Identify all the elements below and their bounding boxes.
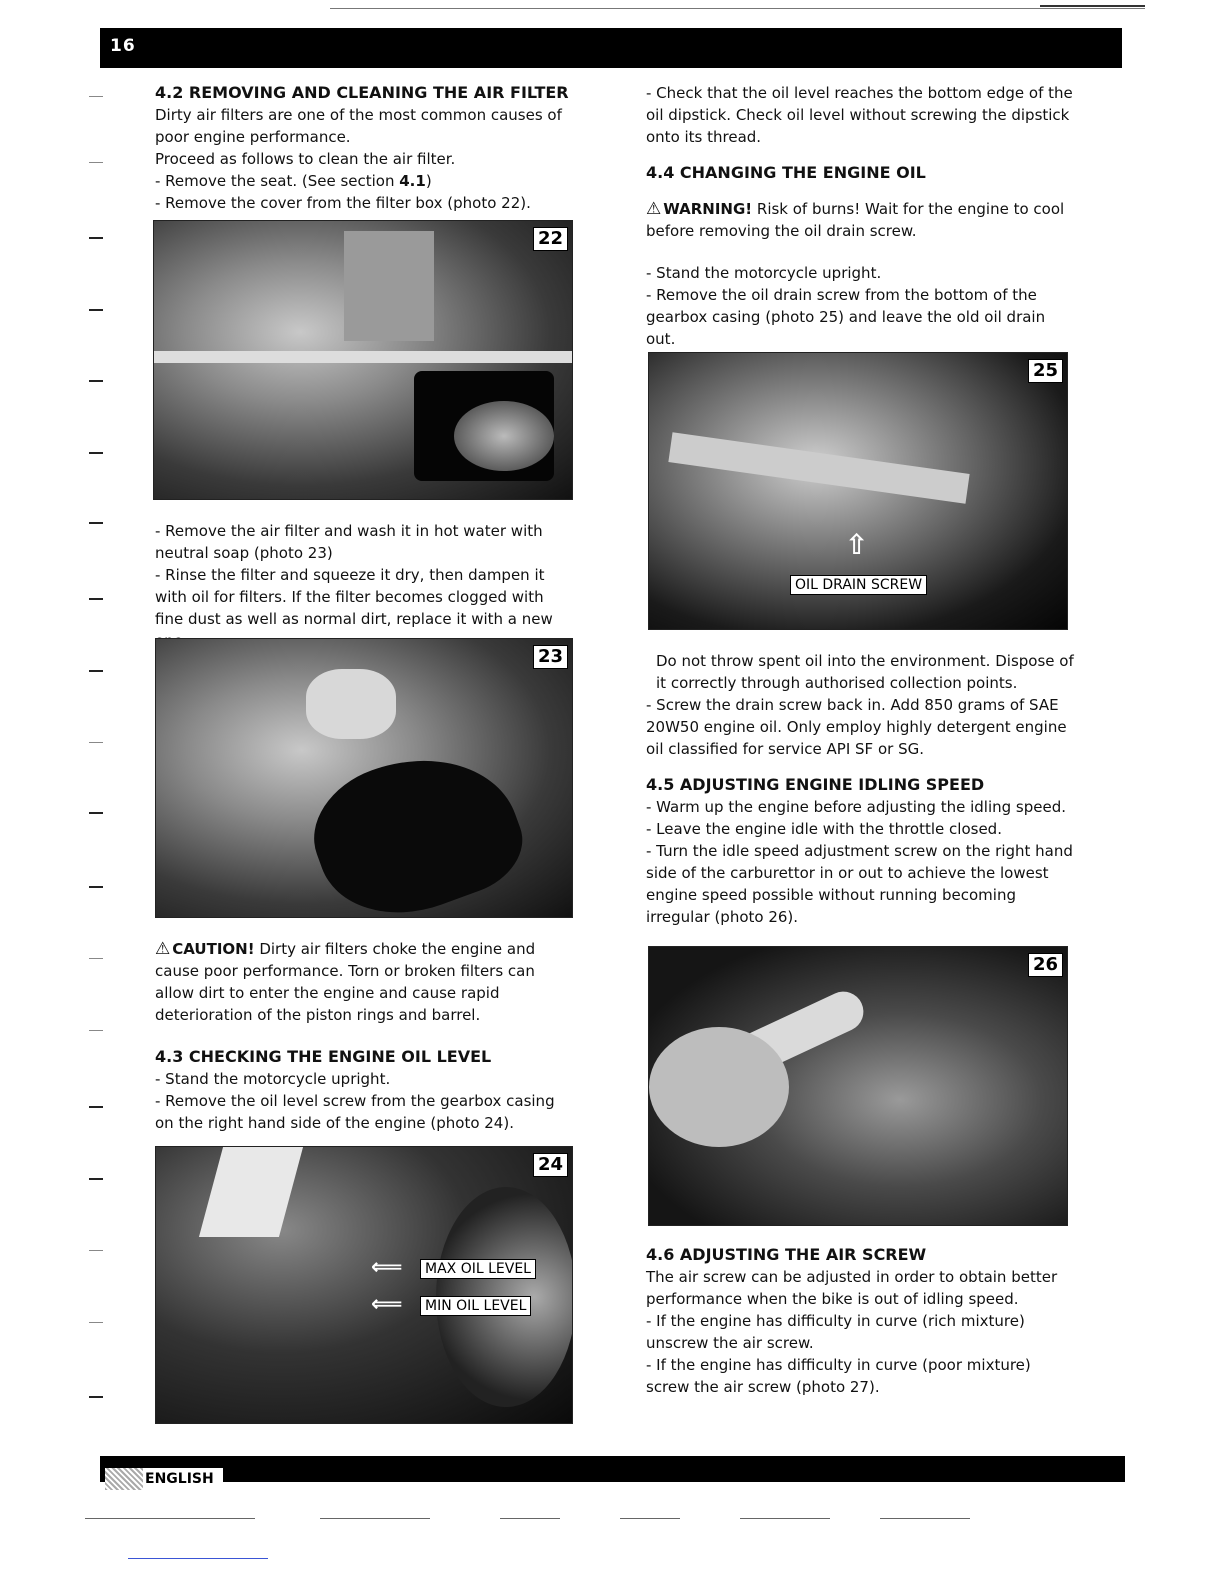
margin-tick bbox=[89, 886, 103, 888]
bullet-item: - Stand the motorcycle upright. bbox=[646, 264, 882, 282]
warning-text: Risk of burns! Wait for the engine to cool before removing the oil drain screw. bbox=[646, 200, 1065, 240]
paragraph: Do not throw spent oil into the environment. Dispose of it correctly through authorised collection points. bbox=[656, 652, 1074, 692]
bullet-item: - Warm up the engine before adjusting the idling speed. bbox=[646, 798, 1067, 816]
section-4-2-title: 4.2 REMOVING AND CLEANING THE AIR FILTER bbox=[155, 83, 569, 102]
margin-tick bbox=[89, 958, 103, 959]
margin-tick bbox=[89, 96, 103, 97]
section-4-4-title: 4.4 CHANGING THE ENGINE OIL bbox=[646, 163, 926, 182]
scan-line-bottom bbox=[500, 1518, 560, 1519]
bullet-item bbox=[155, 170, 575, 192]
photo-detail bbox=[454, 401, 554, 471]
paragraph: The air screw can be adjusted in order to obtain better performance when the bike is out of idling speed. bbox=[646, 1268, 1058, 1308]
margin-tick bbox=[89, 1396, 103, 1398]
footer-label-text: ENGLISH bbox=[145, 1471, 214, 1487]
photo-detail bbox=[668, 432, 969, 503]
photo-26 bbox=[648, 946, 1068, 1226]
right-column-top bbox=[646, 82, 1076, 350]
photo-detail bbox=[199, 1147, 303, 1237]
left-column-lower bbox=[155, 938, 575, 1134]
margin-tick bbox=[89, 380, 103, 382]
bullet-item: - Leave the engine idle with the throttle closed. bbox=[646, 820, 1002, 838]
photo-number: 24 bbox=[533, 1153, 568, 1177]
scan-line-top bbox=[330, 8, 1145, 9]
caution-label: CAUTION! bbox=[172, 940, 255, 958]
bullet-item: - Remove the air filter and wash it in hot water with neutral soap (photo 23) bbox=[155, 522, 543, 562]
bullet-item: - Stand the motorcycle upright. bbox=[155, 1070, 391, 1088]
paragraph: Dirty air filters are one of the most common causes of poor engine performance. bbox=[155, 106, 562, 146]
warning-label: WARNING! bbox=[663, 200, 753, 218]
left-column-top bbox=[155, 82, 575, 214]
margin-tick bbox=[89, 598, 103, 600]
photo-23 bbox=[155, 638, 573, 918]
photo-number: 26 bbox=[1028, 953, 1063, 977]
margin-tick bbox=[89, 742, 103, 743]
bullet-item: - Check that the oil level reaches the bottom edge of the oil dipstick. Check oil level without screwing the dipstick onto its thread. bbox=[646, 84, 1073, 146]
warning-note bbox=[646, 198, 1076, 242]
photo-number: 22 bbox=[533, 227, 568, 251]
min-oil-level-label: MIN OIL LEVEL bbox=[420, 1296, 531, 1316]
scan-line-blue bbox=[128, 1558, 268, 1559]
margin-tick bbox=[89, 812, 103, 814]
arrow-left-icon: ⟸ bbox=[371, 1255, 403, 1280]
photo-detail bbox=[344, 231, 434, 341]
photo-detail bbox=[649, 1027, 789, 1147]
margin-tick bbox=[89, 1030, 103, 1031]
footer-bar bbox=[100, 1456, 1125, 1482]
footer-language-label bbox=[105, 1468, 223, 1490]
photo-detail bbox=[296, 729, 535, 918]
margin-tick bbox=[89, 522, 103, 524]
bullet-item: - Turn the idle speed adjustment screw on the right hand side of the carburettor in or out to achieve the lowest engine speed possible without running becoming irregular (photo 26). bbox=[646, 842, 1073, 926]
bullet-item: - Remove the oil level screw from the gearbox casing on the right hand side of the engine (photo 24). bbox=[155, 1092, 555, 1132]
max-oil-level-label: MAX OIL LEVEL bbox=[420, 1259, 536, 1279]
caution-note bbox=[155, 938, 575, 1026]
caution-text: Dirty air filters choke the engine and cause poor performance. Torn or broken filters can allow dirt to enter the engine and cause rapid deterioration of the piston rings and barrel. bbox=[155, 940, 536, 1024]
section-4-6-title: 4.6 ADJUSTING THE AIR SCREW bbox=[646, 1245, 927, 1264]
bullet-text: ) bbox=[425, 172, 432, 190]
margin-tick bbox=[89, 1322, 103, 1323]
bullet-item: - If the engine has difficulty in curve (rich mixture) unscrew the air screw. bbox=[646, 1312, 1025, 1352]
scan-line-bottom bbox=[880, 1518, 970, 1519]
photo-22 bbox=[153, 220, 573, 500]
scan-line-bottom bbox=[740, 1518, 830, 1519]
margin-tick bbox=[89, 237, 103, 239]
right-column-lower bbox=[646, 1244, 1076, 1398]
bullet-item: - Screw the drain screw back in. Add 850 grams of SAE 20W50 engine oil. Only employ highly detergent engine oil classified for service API SF or SG. bbox=[646, 696, 1067, 758]
bullet-text: - Remove the seat. (See section bbox=[155, 172, 400, 190]
photo-detail bbox=[306, 669, 396, 739]
scan-line-bottom bbox=[320, 1518, 430, 1519]
bullet-item: - Remove the oil drain screw from the bottom of the gearbox casing (photo 25) and leave the old oil drain out. bbox=[646, 286, 1046, 348]
section-ref: 4.1 bbox=[399, 172, 426, 190]
photo-detail bbox=[154, 351, 572, 363]
photo-24 bbox=[155, 1146, 573, 1424]
paragraph: Proceed as follows to clean the air filter. bbox=[155, 150, 456, 168]
page-number: 16 bbox=[110, 36, 136, 56]
scan-line-bottom bbox=[620, 1518, 680, 1519]
header-bar bbox=[100, 28, 1122, 68]
photo-number: 23 bbox=[533, 645, 568, 669]
left-column-mid bbox=[155, 520, 575, 652]
arrow-left-icon: ⟸ bbox=[371, 1292, 403, 1317]
bullet-item: - Rinse the filter and squeeze it dry, then dampen it with oil for filters. If the filter becomes clogged with fine dust as well as normal dirt, replace it with a new bbox=[155, 566, 553, 628]
section-4-3-title: 4.3 CHECKING THE ENGINE OIL LEVEL bbox=[155, 1047, 492, 1066]
pattern-decoration bbox=[105, 1468, 143, 1490]
margin-tick bbox=[89, 1106, 103, 1108]
right-column-mid bbox=[646, 650, 1076, 928]
margin-tick bbox=[89, 1250, 103, 1251]
section-4-5-title: 4.5 ADJUSTING ENGINE IDLING SPEED bbox=[646, 775, 985, 794]
photo-25 bbox=[648, 352, 1068, 630]
margin-tick bbox=[89, 309, 103, 311]
photo-number: 25 bbox=[1028, 359, 1063, 383]
bullet-item: - Remove the cover from the filter box (photo 22). bbox=[155, 194, 531, 212]
bullet-item: - If the engine has difficulty in curve (poor mixture) screw the air screw (photo 27). bbox=[646, 1356, 1031, 1396]
scan-line-bottom bbox=[85, 1518, 255, 1519]
scan-line-top-right bbox=[1040, 5, 1145, 7]
warning-triangle-icon: ⚠ bbox=[155, 939, 171, 959]
margin-tick bbox=[89, 452, 103, 454]
margin-tick bbox=[89, 670, 103, 672]
margin-tick bbox=[89, 1178, 103, 1180]
oil-drain-screw-label: OIL DRAIN SCREW bbox=[790, 575, 927, 595]
margin-tick bbox=[89, 162, 103, 163]
warning-triangle-icon: ⚠ bbox=[646, 199, 662, 219]
arrow-up-icon: ⇧ bbox=[845, 528, 869, 561]
